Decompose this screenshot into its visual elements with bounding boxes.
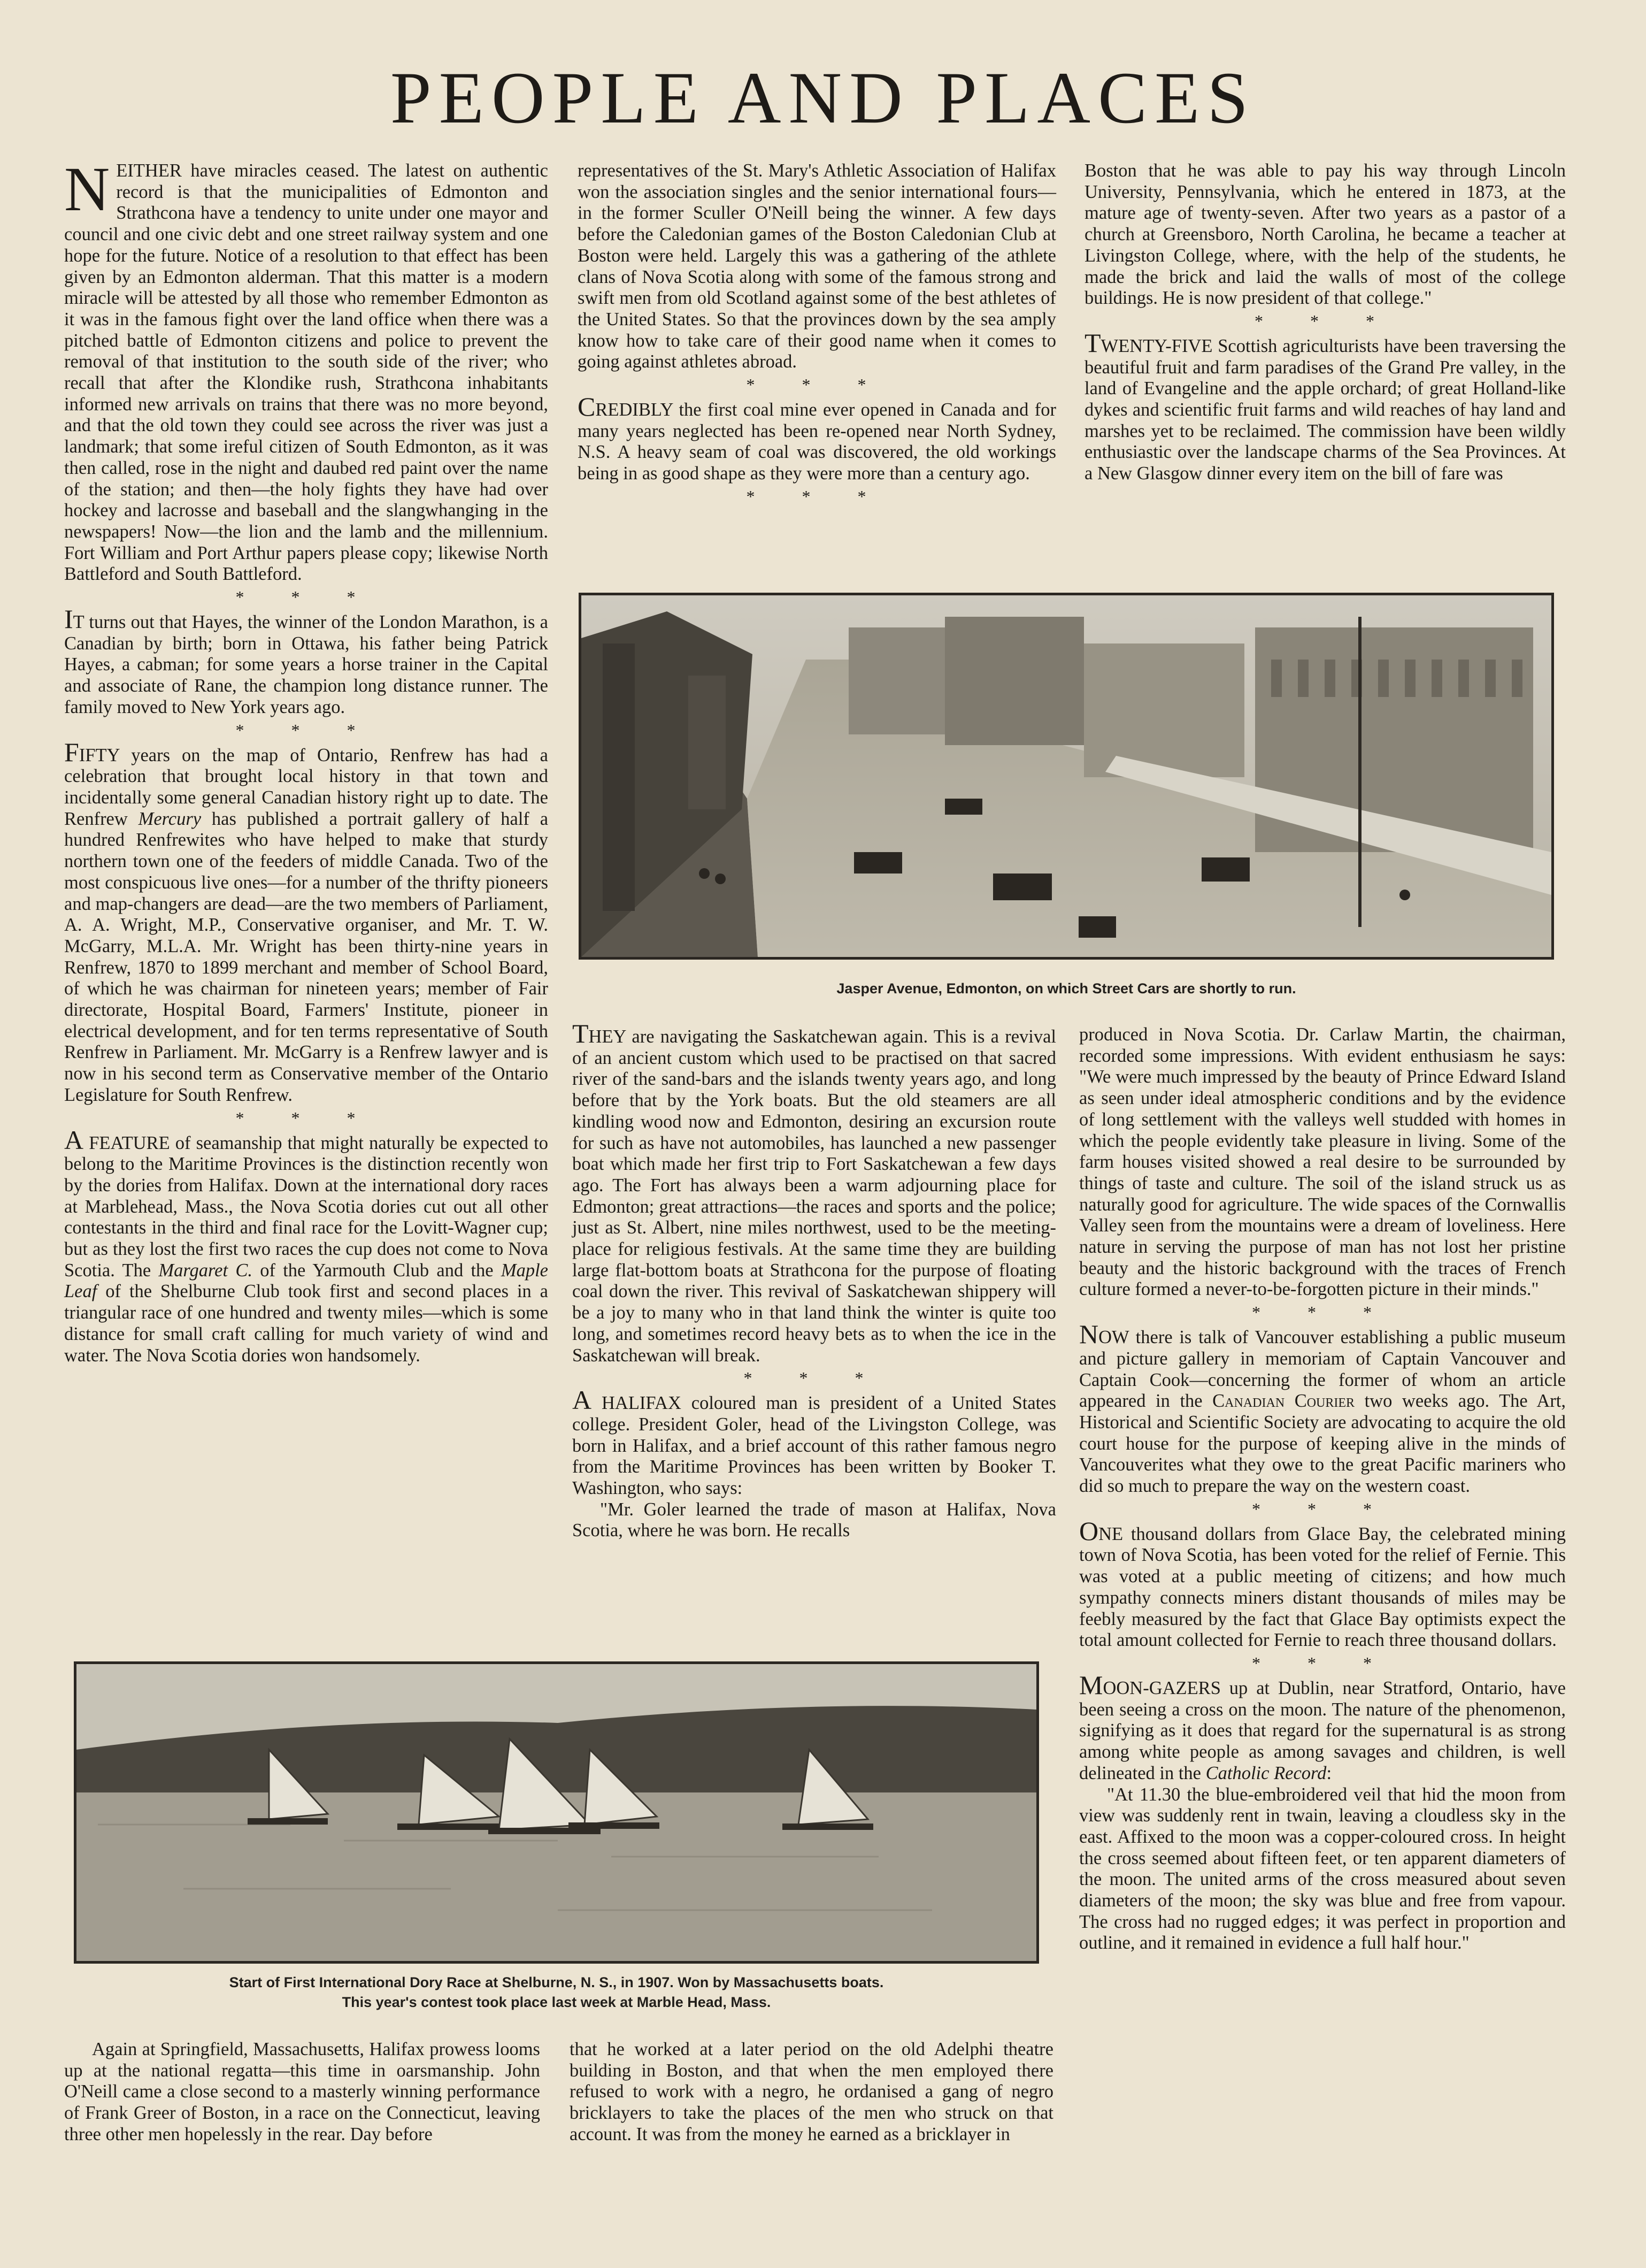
column-3-top [1084,160,1566,485]
paragraph-goler-continued: Boston that he was able to pay his way through Lincoln University, Pennsylvania, which he entered in 1873, at the mature age of twenty-seven. After two years as a pastor of a church at Greensboro, North Carolina, he became a teacher at Livingston College, where, with the help of the students, he made the brick and laid the walls of most of the college buildings. He is now president of that college." [1084,160,1566,309]
column-2-middle [572,1018,1056,1542]
dory-caption-line-2: This year's contest took place last week at Marble Head, Mass. [342,1994,771,2010]
separator: * * * [743,1368,885,1388]
paragraph-moon-quote: "At 11.30 the blue-embroidered veil that hid the moon from view was suddenly rent in twain, leaving a cloudless sky in the east. Affixed to the moon was a copper-coloured cross. In height the cross seemed about fifteen feet, or ten apparent diameters of the moon. The united arms of the cross measured about seven diameters of the moon; the sky was blue and free from vapour. The cross had no rugged edges; it was perfect in proportion and outline, and it remained in evidence a full half hour." [1079,1784,1566,1953]
separator: * * * [1252,1302,1393,1322]
paragraph-saskatchewan: THEY are navigating the Saskatchewan again. This is a revival of an ancient custom which used to be practised on that sacred river of the sand-bars and the islands twenty years ago, and long before that by the York boats. But the old steamers are all kindling wood now and Edmonton, desiring an excursion route for such as have not automobiles, has launched a new passenger boat which made her first trip to Fort Saskatchewan a few days ago. The Fort has always been a warm adjourning place for Edmonton; great attractions—the races and sports and the police; just as St. Albert, nine miles northwest, used to be the meeting-place for religious festivals. At the same time they are building large flat-bottom boats at Strathcona for the purpose of floating coal down the river. This revival of Saskatchewan shippery will be a joy to many who in that land think the winter is quite too long, and sometimes record heavy bets as to when the ice in the Saskatchewan will break. [572,1018,1056,1366]
paragraph-nova-scotia-impressions: produced in Nova Scotia. Dr. Carlaw Martin, the chairman, recorded some impressions. With evident enthusiasm he says: "We were much impressed by the beauty of Prince Edward Island as seen under ideal atmospheric conditions and by the evidence of long settlement with the valleys well studded with homes in which the people evidently take pleasure in living. Some of the farm houses visited showed a real desire to be surrounded by things of taste and culture. The soil of the island struck us as naturally good for agriculture. The wide spaces of the Cornwallis Valley seen from the mountains were a dream of loveliness. Here nature in serving the purpose of man has not lost her pristine beauty and the historic background with the traces of French culture formed a never-to-be-forgotten picture in their minds." [1079,1024,1566,1300]
paragraph-springfield: Again at Springfield, Massachusetts, Halifax prowess looms up at the national regatta—this time in oarsmanship. John O'Neill came a close second to a masterly winning performance of Frank Greer of Boston, in a race on the Connecticut, leaving three other men hopelessly in the rear. Day before [64,2039,540,2144]
paragraph-coal-mine: CREDIBLY the first coal mine ever opened in Canada and for many years neglected has been re-opened near North Sydney, N.S. A heavy seam of coal was discovered, the old workings being in as good shape as they were more than a century ago. [578,392,1056,484]
drop-cap: N [64,154,110,224]
street-scene-image [581,595,1551,957]
column-2-top [578,160,1056,509]
street-photo-caption: Jasper Avenue, Edmonton, on which Street Cars are shortly to run. [836,980,1296,997]
paragraph-scottish-agriculturists: TWENTY-FIVE Scottish agriculturists have been traversing the beautiful fruit and farm paradises of the Grand Pre valley, in the land of Evangeline and the apple orchard; of great Holland-like dykes and scientific fruit farms and wild reaches of hay land and marshes yet to be reclaimed. The commission have been wildly enthusiastic over the landscape charms of the Sea Provinces. At a New Glasgow dinner every item on the bill of fare was [1084,327,1566,484]
separator: * * * [1252,1499,1393,1519]
paragraph-renfrew: FIFTY years on the map of Ontario, Renfrew has had a celebration that brought local history in that town and incidentally some general Canadian history right up to date. The Renfrew Mercury has published a portrait gallery of half a hundred Renfrewites who have helped to make that sturdy northern town one of the feeders of middle Canada. Two of the most conspicuous live ones—for a number of the thrifty pioneers and map-changers are dead—are the two members of Parliament, A. A. Wright, M.P., Conservative organiser, and Mr. T. W. McGarry, M.L.A. Mr. Wright has been thirty-nine years in Renfrew, 1870 to 1899 merchant and member of School Board, of which he was chairman for nineteen years; member of Fair directorate, Hospital Board, Farmers' Institute, pioneer in electrical development, and for ten terms representative of South Renfrew in Parliament. Mr. McGarry is a Renfrew lawyer and is now in his second term as Conservative member of the Ontario Legislature for South Renfrew. [64,737,549,1105]
paragraph-moon-gazers: MOON-GAZERS up at Dublin, near Stratford, Ontario, have been seeing a cross on the moon. The nature of the phenomenon, signifying as it does that regard for the supernatural is as strong among white people as among savages and children, is well delineated in the Catholic Record: [1079,1669,1566,1783]
dory-photo-caption [74,1973,1039,2012]
dory-race-photo [74,1661,1039,1964]
paragraph-edmonton-strathcona: NEITHER have miracles ceased. The latest on authentic record is that the municipalities of Edmonton and Strathcona have a tendency to unite under one mayor and council and one civic debt and one street railway system and one hope for the future. Notice of a resolution to that effect has been given by an Edmonton alderman. That this matter is a modern miracle will be attested by all those who remember Edmonton as it was in the famous fight over the land office when there was a pitched battle of Edmonton citizens and police to prevent the removal of that institution to the south side of the river; who recall that after the Klondike rush, Strathcona inhabitants informed new arrivals on trains that there was no more beyond, and that the old town they could see across the river was just a landmark; that some ireful citizen of South Edmonton, as it was then called, rose in the night and daubed red paint over the name of the station; and then—the holy fights they have had over hockey and lacrosse and baseball and the slangwhanging in the newspapers! Now—the lion and the lamb and the millennium. Fort William and Port Arthur papers please copy; likewise North Battleford and South Battleford. [64,154,548,585]
paragraph-seamanship: A FEATURE of seamanship that might naturally be expected to belong to the Maritime Provinces is the distinction recently won by the dories from Halifax. Down at the international dory races at Marblehead, Mass., the Nova Scotia dories cut out all other contestants in the third and final race for the Lovitt-Wagner cup; but as they lost the first two races the cup does not come to Nova Scotia. The Margaret C. of the Yarmouth Club and the Maple Leaf of the Shelburne Club took first and second places in a triangular race of one hundred and twenty miles—which is some distance for small craft calling for much variety of wind and water. The Nova Scotia dories won handsomely. [64,1124,548,1366]
paragraph-adelphi: that he worked at a later period on the old Adelphi theatre building in Boston, and that when the men employed there refused to work with a negro, he ordanised a gang of negro bricklayers to take the places of the men who struck on that account. It was from the money he earned as a bricklayer in [570,2039,1053,2144]
paragraph-goler-quote: "Mr. Goler learned the trade of mason at Halifax, Nova Scotia, where he was born. He recalls [572,1499,1056,1541]
separator: * * * [1252,1653,1393,1673]
separator: * * * [235,720,377,740]
separator: * * * [1255,311,1396,331]
column-1-bottom [64,2039,540,2146]
separator: * * * [235,587,377,607]
paragraph-athletes: representatives of the St. Mary's Athletic Association of Halifax won the association singles and the senior international fours—in the former Sculler O'Neill being the winner. A few days before the Caledonian games of the Boston Caledonian Club at Boston were held. Largely this was a gathering of the athlete clans of Nova Scotia along with some of the famous strong and swift men from old Scotland against some of the best athletes of the United States. So that the provinces down by the sea amply know how to take care of their good name when it comes to going against athletes abroad. [578,160,1056,372]
paragraph-glace-bay: ONE thousand dollars from Glace Bay, the celebrated mining town of Nova Scotia, has been voted for the relief of Fernie. This was voted at a public meeting of citizens; and how much sympathy connects miners distant thousands of miles may be feebly measured by the fact that Glace Bay optimists expect the total amount collected for Fernie to reach three thousand dollars. [1079,1515,1566,1651]
dory-caption-line-1: Start of First International Dory Race at Shelburne, N. S., in 1907. Won by Massachusetts boats. [229,1974,884,1990]
dory-race-image [76,1664,1036,1961]
paragraph-vancouver-museum: NOW there is talk of Vancouver establishing a public museum and picture gallery in memoriam of Captain Vancouver and Captain Cook—concerning the former of whom an article appeared in the Canadian Courier two weeks ago. The Art, Historical and Scientific Society are advocating to acquire the old court house for the purpose of keeping alive in the minds of Vancouverites what they owe to the great Pacific mariners who did so much to prepare the way on the western coast. [1079,1319,1566,1497]
column-3-bottom [1079,1024,1566,1954]
page-title: PEOPLE AND PLACES [390,57,1256,139]
paragraph-hayes: IT turns out that Hayes, the winner of the London Marathon, is a Canadian by birth; born in Ottawa, his father being Patrick Hayes, a cabman; for some years a horse trainer in the Capital and associate of Rane, the champion long distance runner. The family moved to New York years ago. [64,604,548,717]
paragraph-halifax-coloured-man: A HALIFAX coloured man is president of a United States college. President Goler, head of the Livingston College, was born in Halifax, and a brief account of this rather famous negro from the Maritime Provinces has been written by Booker T. Washington, who says: [572,1385,1056,1499]
separator: * * * [746,486,888,506]
column-1 [64,154,549,1366]
separator: * * * [235,1108,377,1128]
street-photo [579,593,1554,960]
column-2-bottom [570,2039,1053,2146]
separator: * * * [746,375,888,395]
